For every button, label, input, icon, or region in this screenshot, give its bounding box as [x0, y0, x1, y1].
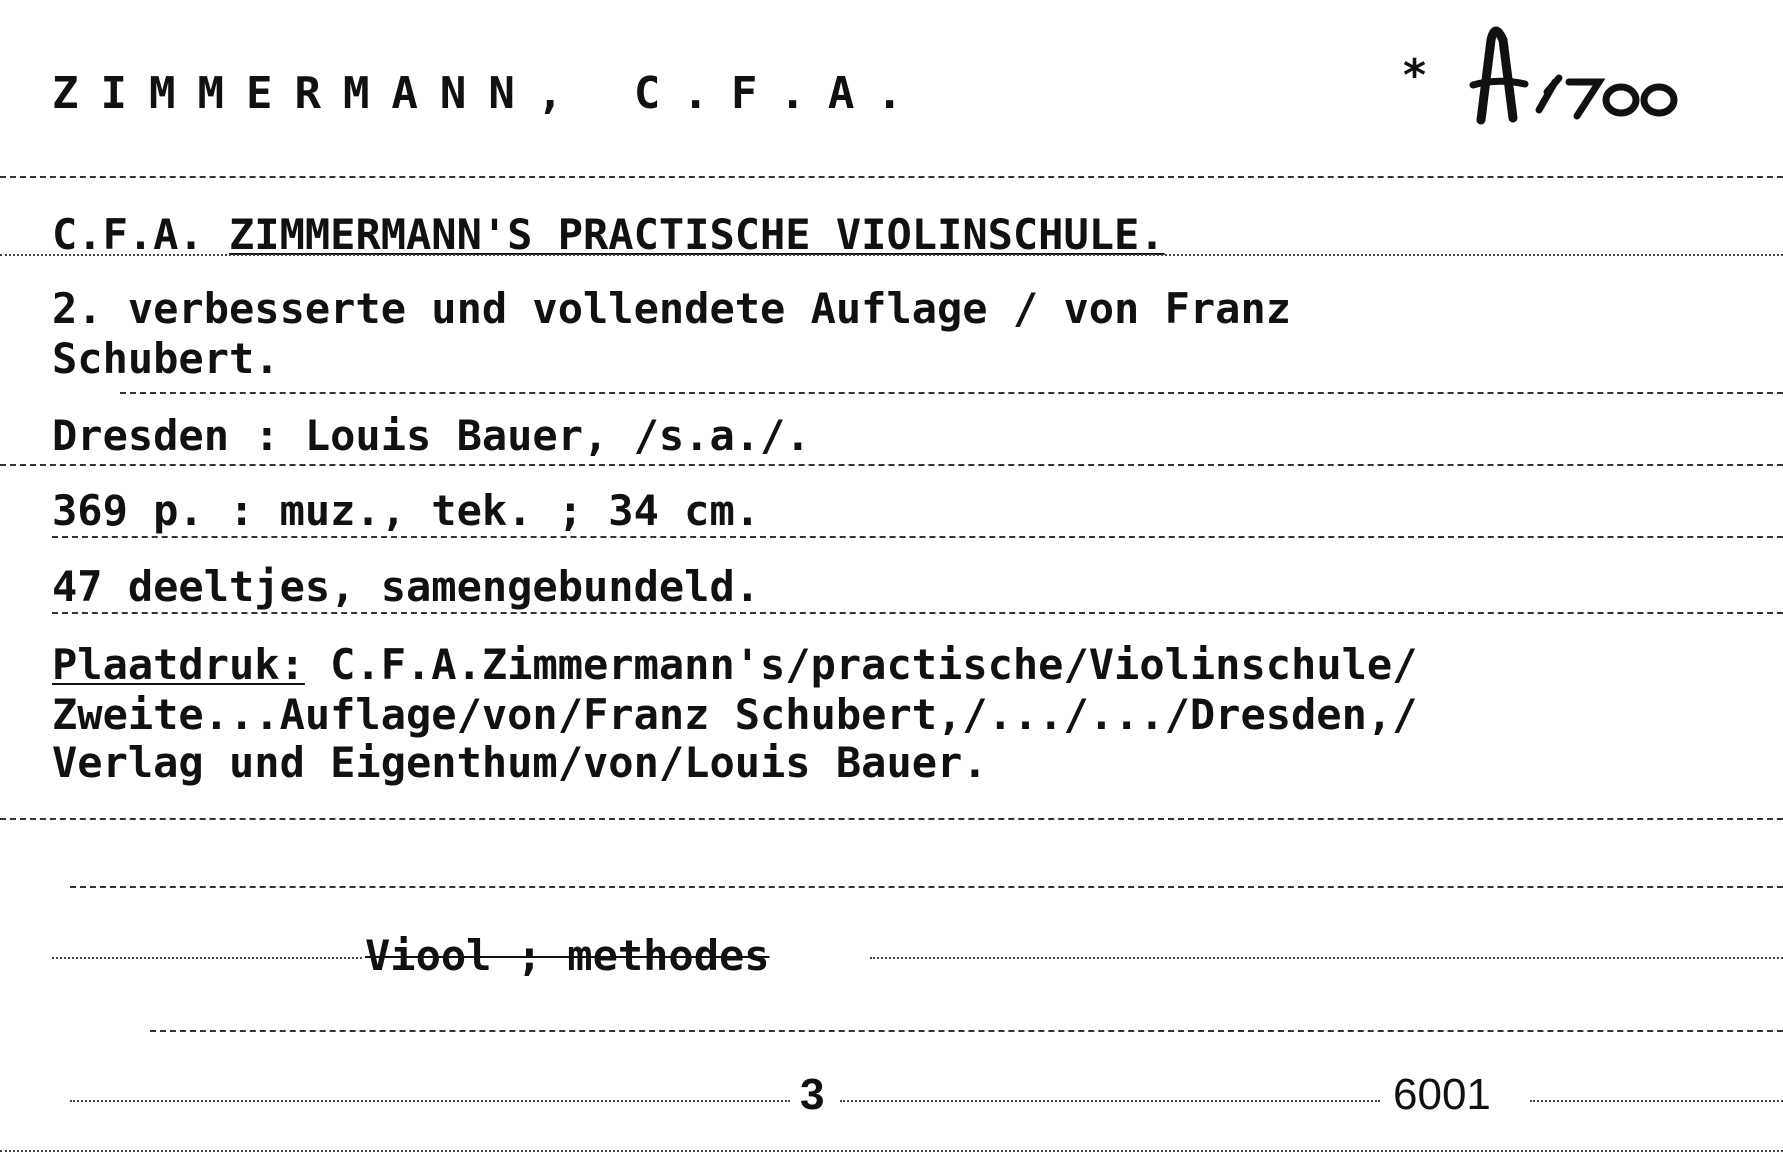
divider-rule — [840, 1100, 1380, 1102]
note-line-3: Verlag und Eigenthum/von/Louis Bauer. — [52, 738, 988, 787]
divider-rule — [0, 464, 1783, 466]
parts-line: 47 deeltjes, samengebundeld. — [52, 562, 761, 611]
divider-rule — [870, 957, 1783, 959]
title-line — [52, 210, 1165, 259]
subject-heading: Viool ; methodes — [365, 931, 770, 980]
edition-line-2: Schubert. — [52, 334, 280, 383]
divider-rule — [1530, 1100, 1783, 1102]
svg-text:*: * — [1403, 50, 1427, 101]
title-prefix: C.F.A. — [52, 210, 230, 259]
collation-line: 369 p. : muz., tek. ; 34 cm. — [52, 486, 761, 535]
divider-rule — [0, 254, 1783, 256]
divider-rule — [70, 886, 1783, 888]
divider-rule — [52, 612, 1783, 614]
divider-rule — [150, 1030, 1783, 1032]
note-label: Plaatdruk: — [52, 640, 305, 689]
bottom-edge-rule — [0, 1150, 1783, 1152]
note-line-1 — [52, 642, 1417, 687]
card-number: 3 — [800, 1070, 825, 1119]
divider-rule — [70, 1100, 790, 1102]
divider-rule — [0, 818, 1783, 820]
note-text-1: C.F.A.Zimmermann's/practische/Violinschule/ — [304, 640, 1418, 689]
author-heading: ZIMMERMANN, C.F.A. — [52, 68, 925, 119]
edition-line-1: 2. verbesserte und vollendete Auflage / von Franz — [52, 284, 1292, 333]
imprint-line: Dresden : Louis Bauer, /s.a./. — [52, 411, 811, 460]
note-line-2: Zweite...Auflage/von/Franz Schubert,/.../.../Dresden,/ — [52, 690, 1418, 739]
divider-rule — [120, 392, 1783, 394]
accession-number: 6001 — [1393, 1070, 1491, 1119]
title-main: ZIMMERMANN'S PRACTISCHE VIOLINSCHULE. — [229, 210, 1165, 259]
call-number-handwritten — [1363, 0, 1783, 150]
divider-rule — [0, 176, 1783, 178]
divider-rule — [52, 957, 362, 959]
divider-rule — [52, 536, 1783, 538]
